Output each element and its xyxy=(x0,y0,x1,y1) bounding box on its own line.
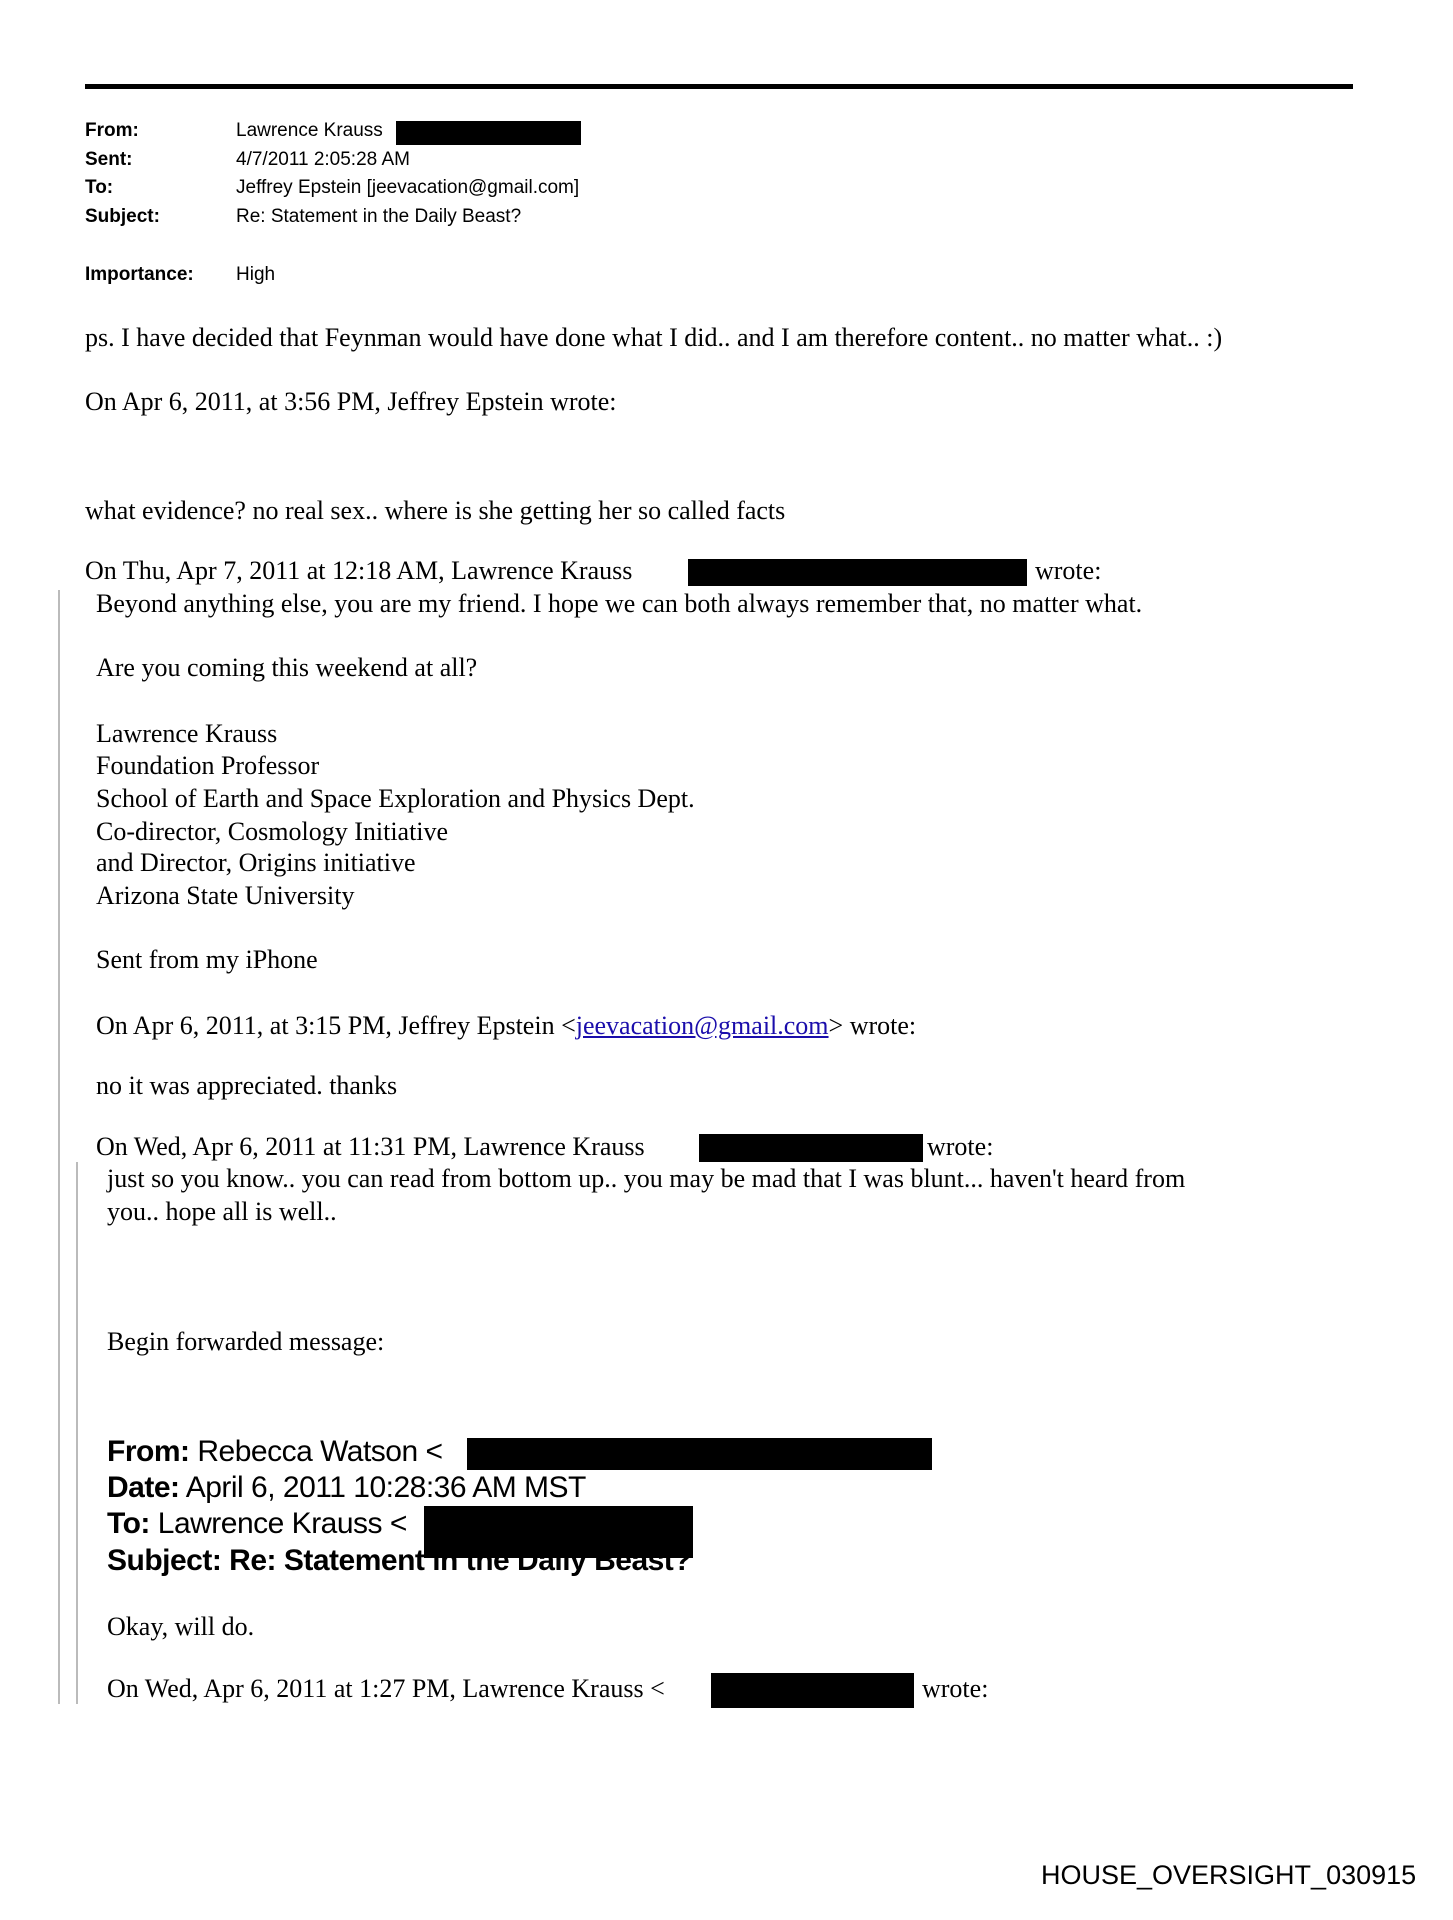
redaction xyxy=(699,1134,923,1162)
to-label: To: xyxy=(85,177,114,198)
forwarded-to: To: Lawrence Krauss < xyxy=(107,1507,407,1540)
quote-intro-wrote: wrote: xyxy=(1035,556,1102,585)
importance-label: Importance: xyxy=(85,264,194,285)
quote-bar xyxy=(58,590,60,1704)
to-value: Jeffrey Epstein [jeevacation@gmail.com] xyxy=(236,177,580,198)
forwarded-label: Begin forwarded message: xyxy=(107,1327,385,1356)
quote-intro: On Wed, Apr 6, 2011 at 11:31 PM, Lawrence Krauss xyxy=(96,1132,645,1161)
forwarded-subject: Subject: Re: Statement in the Daily Beast? xyxy=(107,1544,692,1577)
redaction xyxy=(711,1673,914,1708)
signature-line: Lawrence Krauss xyxy=(96,719,278,748)
quote-text: you.. hope all is well.. xyxy=(107,1197,337,1226)
quote-text: just so you know.. you can read from bottom up.. you may be mad that I was blunt... haven't heard from xyxy=(107,1164,1186,1193)
quote-intro-wrote: wrote: xyxy=(922,1674,989,1703)
quote-question: Are you coming this weekend at all? xyxy=(96,653,478,682)
email-link[interactable]: jeevacation@gmail.com xyxy=(575,1011,829,1040)
quote-bar xyxy=(76,1162,78,1704)
quote-text: Beyond anything else, you are my friend. I hope we can both always remember that, no matter what. xyxy=(96,589,1143,618)
redaction xyxy=(688,559,1027,586)
subject-label: Subject: xyxy=(85,206,160,227)
subject-value: Re: Statement in the Daily Beast? xyxy=(236,206,522,227)
quote-intro: On Apr 6, 2011, at 3:56 PM, Jeffrey Epstein wrote: xyxy=(85,387,617,416)
header-rule xyxy=(85,84,1353,89)
sent-label: Sent: xyxy=(85,149,133,170)
quote-text: no it was appreciated. thanks xyxy=(96,1071,398,1100)
forwarded-date: Date: April 6, 2011 10:28:36 AM MST xyxy=(107,1471,586,1504)
quote-text: what evidence? no real sex.. where is she getting her so called facts xyxy=(85,496,786,525)
redaction xyxy=(396,121,581,145)
forwarded-text: Okay, will do. xyxy=(107,1612,255,1641)
quote-intro: On Thu, Apr 7, 2011 at 12:18 AM, Lawrence Krauss xyxy=(85,556,633,585)
from-value: Lawrence Krauss xyxy=(236,120,383,141)
forwarded-from: From: Rebecca Watson < xyxy=(107,1435,443,1468)
quote-intro: On Apr 6, 2011, at 3:15 PM, Jeffrey Epstein <jeevacation@gmail.com> wrote: xyxy=(96,1011,917,1040)
quote-intro-wrote: wrote: xyxy=(927,1132,994,1161)
importance-value: High xyxy=(236,264,276,285)
signature-line: Arizona State University xyxy=(96,881,355,910)
sent-value: 4/7/2011 2:05:28 AM xyxy=(236,149,410,170)
sent-from: Sent from my iPhone xyxy=(96,945,318,974)
from-label: From: xyxy=(85,120,139,141)
redaction xyxy=(467,1438,932,1470)
signature-line: School of Earth and Space Exploration and Physics Dept. xyxy=(96,784,695,813)
signature-line: Co-director, Cosmology Initiative xyxy=(96,817,449,846)
signature-line: and Director, Origins initiative xyxy=(96,848,416,877)
bates-number: HOUSE_OVERSIGHT_030915 xyxy=(1041,1860,1417,1890)
quote-intro: On Wed, Apr 6, 2011 at 1:27 PM, Lawrence Krauss < xyxy=(107,1674,665,1703)
ps-text: ps. I have decided that Feynman would have done what I did.. and I am therefore content.. no matter what.. :) xyxy=(85,323,1223,352)
signature-line: Foundation Professor xyxy=(96,751,320,780)
